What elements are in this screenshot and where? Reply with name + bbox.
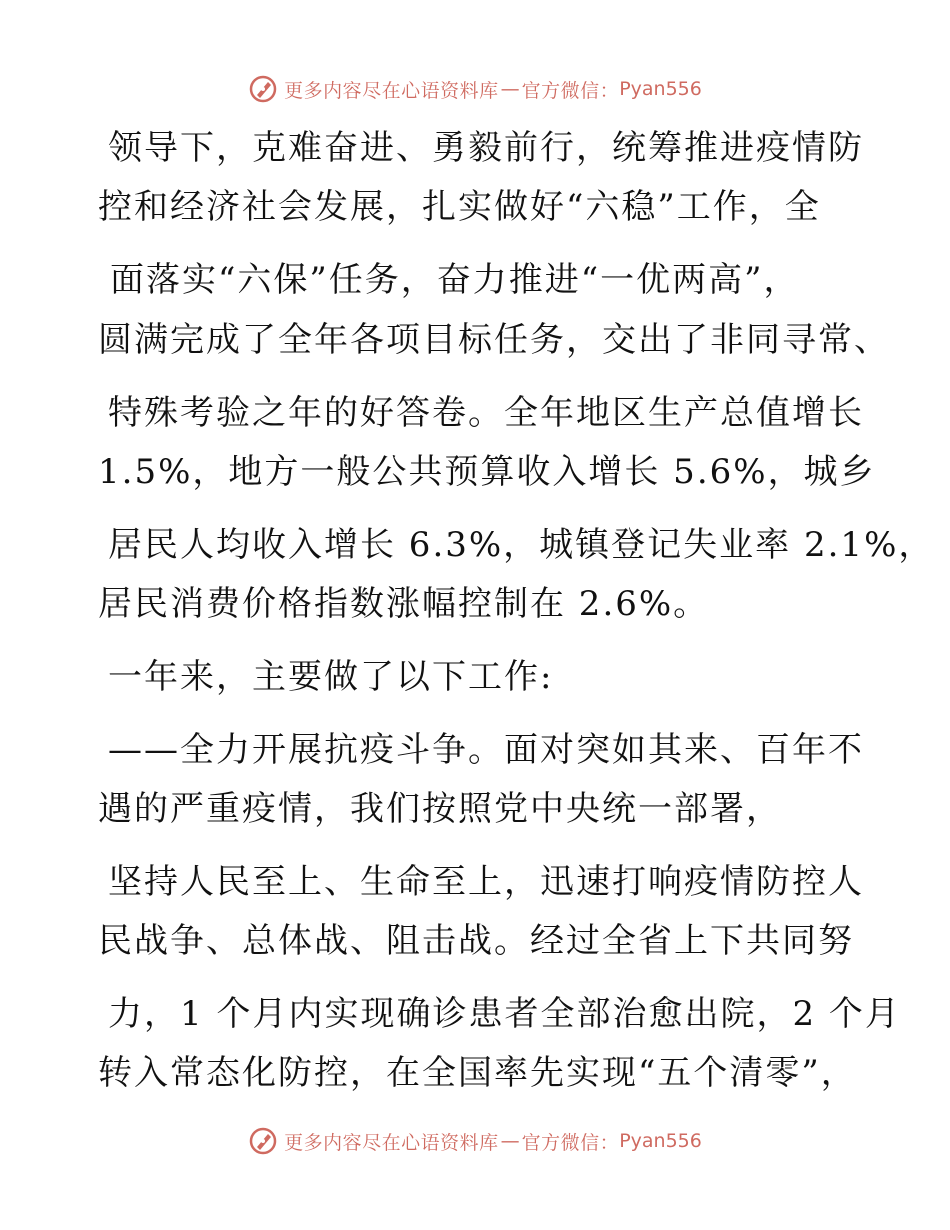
- text-line: 一年来，主要做了以下工作:: [108, 657, 554, 697]
- text-line: 特殊考验之年的好答卷。全年地区生产总值增长: [108, 393, 864, 433]
- text-line: 控和经济社会发展，扎实做好“六稳”工作，全: [98, 187, 821, 227]
- text-line: 民战争、总体战、阻击战。经过全省上下共同努: [98, 921, 854, 961]
- text-line: 坚持人民至上、生命至上，迅速打响疫情防控人: [108, 862, 864, 902]
- watermark-text: 更多内容尽在心语资料库: [284, 79, 499, 102]
- pen-logo-icon: [248, 1126, 278, 1156]
- text-line: 转入常态化防控，在全国率先实现“五个清零”，: [98, 1053, 857, 1093]
- watermark-separator: —: [500, 78, 520, 100]
- text-line: 1.5%，地方一般公共预算收入增长 5.6%，城乡: [98, 452, 876, 492]
- watermark-footer: [0, 1124, 950, 1158]
- text-line: 居民人均收入增长 6.3%，城镇登记失业率 2.1%，: [108, 525, 935, 565]
- text-line: ——全力开展抗疫斗争。面对突如其来、百年不: [108, 730, 864, 770]
- text-line: 圆满完成了全年各项目标任务，交出了非同寻常、: [98, 320, 890, 360]
- watermark-label: 官方微信：: [521, 1131, 620, 1154]
- watermark-id: Pyan556: [619, 1130, 702, 1152]
- watermark-label: 官方微信：: [521, 79, 620, 102]
- text-line: 遇的严重疫情，我们按照党中央统一部署，: [98, 789, 782, 829]
- watermark-separator: —: [500, 1130, 520, 1152]
- watermark-text: 更多内容尽在心语资料库: [284, 1131, 499, 1154]
- text-line: 居民消费价格指数涨幅控制在 2.6%。: [98, 584, 710, 624]
- text-line: 面落实“六保”任务，奋力推进“一优两高”，: [110, 260, 800, 300]
- watermark-id: Pyan556: [619, 78, 702, 100]
- text-line: 领导下，克难奋进、勇毅前行，统筹推进疫情防: [108, 128, 864, 168]
- text-line: 力，1 个月内实现确诊患者全部治愈出院，2 个月: [108, 994, 901, 1034]
